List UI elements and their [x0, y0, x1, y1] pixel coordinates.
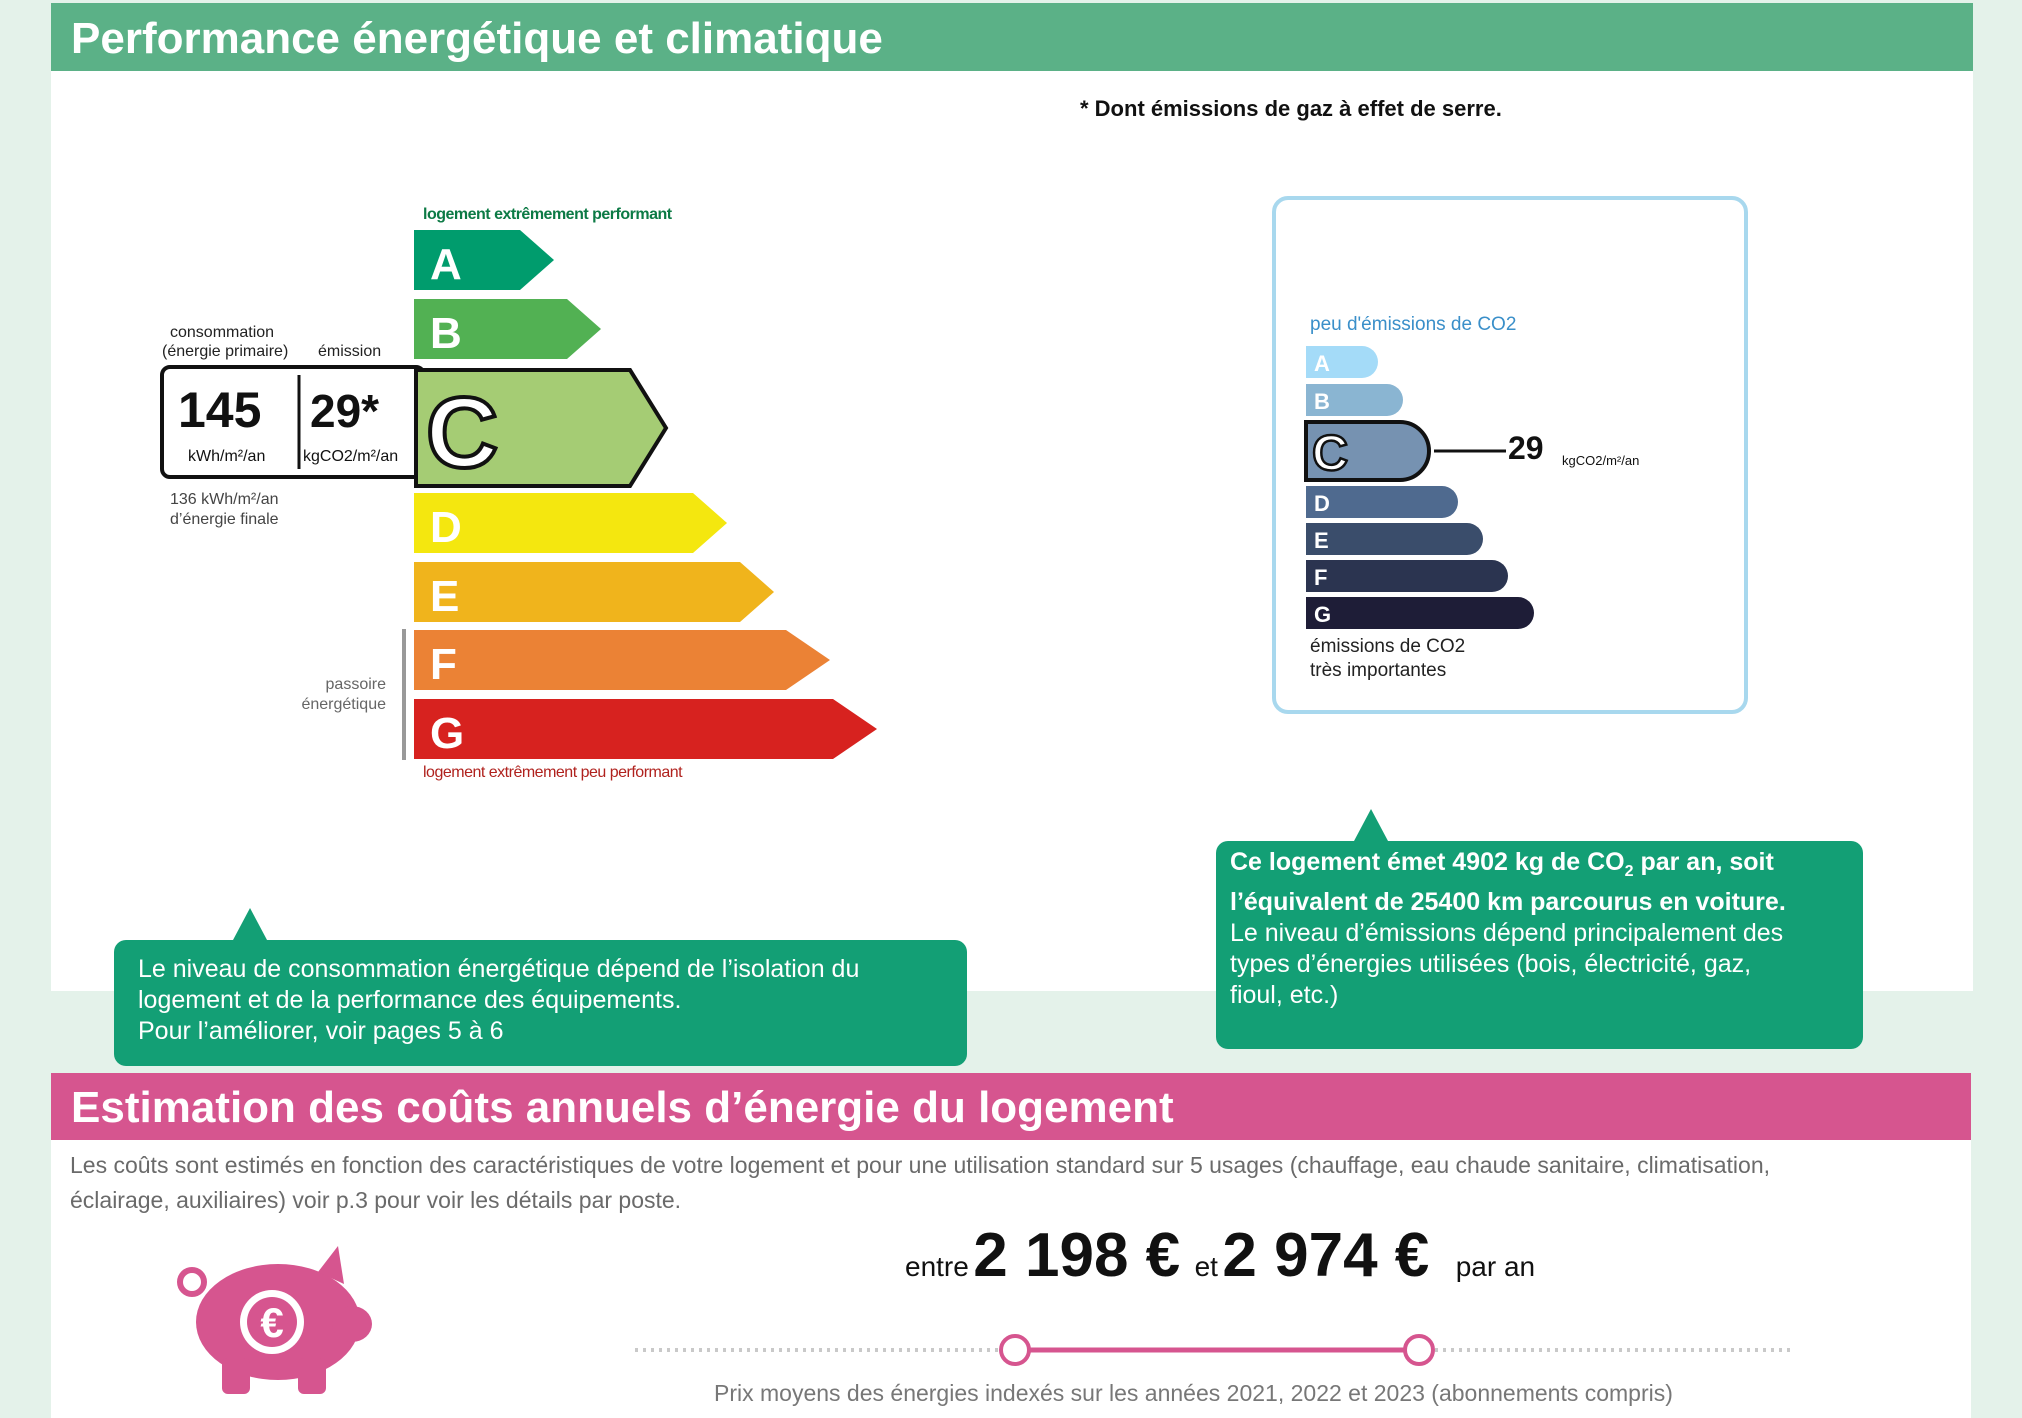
- co2-bar-d: [1306, 486, 1458, 518]
- ghg-footnote: * Dont émissions de gaz à effet de serre.: [1080, 96, 1502, 121]
- co2-bar-b-letter: B: [1314, 389, 1330, 414]
- co2-bar-g-letter: G: [1314, 602, 1332, 627]
- cost-range-scale: [630, 1330, 1800, 1370]
- passoire-label-2: énergétique: [301, 696, 386, 713]
- emission-unit: kgCO2/m²/an: [303, 448, 399, 465]
- cost-min-marker: [1001, 1336, 1029, 1364]
- section-title-costs: Estimation des coûts annuels d’énergie du logement: [51, 1073, 1971, 1140]
- bubble-right-line1: [1230, 847, 1849, 887]
- co2-bar-a-letter: A: [1314, 351, 1330, 376]
- final-energy-2: d’énergie finale: [170, 511, 279, 528]
- co2-bar-e: [1306, 523, 1483, 555]
- bubble-right-line1a: Ce logement émet 4902 kg de CO: [1230, 848, 1625, 876]
- bar-b: [414, 299, 601, 359]
- bar-e-shape: [414, 562, 774, 622]
- co2-unit: kgCO2/m²/an: [1562, 453, 1640, 468]
- co2-bottom-label-1: émissions de CO2: [1310, 636, 1466, 657]
- cost-per: par an: [1455, 1251, 1536, 1282]
- label-bottom: logement extrêmement peu performant: [423, 764, 683, 781]
- co2-bar-e-letter: E: [1314, 528, 1329, 553]
- bar-c-current: [416, 370, 666, 489]
- co2-subscript: 2: [1624, 863, 1634, 880]
- co2-value: 29: [1508, 430, 1544, 466]
- value-box: [162, 324, 424, 477]
- bubble-right-line4: types d’énergies utilisées (bois, électricité, gaz,: [1230, 950, 1752, 978]
- bar-c-letter: C: [426, 377, 499, 489]
- bubble-left-line2: logement et de la performance des équipements.: [138, 986, 682, 1014]
- emission-header: émission: [318, 343, 382, 360]
- co2-label-chart: [1300, 300, 1680, 690]
- bubble-right-line2: l’équivalent de 25400 km parcourus en voiture.: [1230, 888, 1786, 916]
- bubble-left-line3: Pour l’améliorer, voir pages 5 à 6: [138, 1017, 504, 1045]
- co2-bar-g: [1306, 597, 1534, 629]
- co2-bottom-label-2: très importantes: [1310, 660, 1447, 681]
- bar-g: [414, 699, 877, 759]
- piggy-bank-icon: [170, 1240, 390, 1400]
- bar-f-shape: [414, 630, 830, 690]
- cost-entre: entre: [905, 1251, 969, 1282]
- co2-bar-c-current: [1306, 422, 1639, 481]
- energy-label-chart: [150, 195, 900, 795]
- co2-bar-f: [1306, 560, 1508, 592]
- final-energy-1: 136 kWh/m²/an: [170, 491, 279, 508]
- bar-b-letter: B: [430, 309, 462, 358]
- cost-intro-line1: Les coûts sont estimés en fonction des caractéristiques de votre logement et pour une utilisation standard sur 5 usages (chauffage, eau chaude sanitaire, climatisation,: [70, 1152, 1771, 1178]
- bubble-right-pointer: [1354, 809, 1388, 841]
- bubble-left-line1: Le niveau de consommation énergétique dépend de l’isolation du: [138, 955, 860, 983]
- consumption-header-2: (énergie primaire): [162, 343, 289, 360]
- bar-a-letter: A: [430, 240, 462, 289]
- bar-f: [414, 630, 830, 690]
- cost-range: [905, 1220, 1535, 1291]
- cost-et: et: [1194, 1251, 1218, 1282]
- consumption-header-1: consommation: [170, 324, 275, 341]
- bar-a: [414, 230, 554, 290]
- co2-bar-c-letter: C: [1312, 425, 1349, 481]
- cost-max-marker: [1405, 1336, 1433, 1364]
- co2-bar-d-letter: D: [1314, 491, 1330, 516]
- co2-bar-a: [1306, 346, 1378, 378]
- cost-min: 2 198 €: [973, 1221, 1181, 1290]
- cost-intro: [70, 1148, 1950, 1218]
- bar-e-letter: E: [430, 572, 460, 621]
- section-title-energy: Performance énergétique et climatique: [51, 3, 1973, 71]
- bar-d: [414, 493, 727, 553]
- bar-f-letter: F: [430, 640, 457, 689]
- bubble-right-line1b: par an, soit: [1633, 848, 1774, 876]
- emission-value: 29*: [310, 385, 380, 437]
- cost-intro-line2: éclairage, auxiliaires) voir p.3 pour voir les détails par poste.: [70, 1187, 682, 1213]
- bubble-right-line5: fioul, etc.): [1230, 981, 1339, 1009]
- consumption-info-bubble: [114, 940, 967, 1066]
- bubble-right-line3: Le niveau d’émissions dépend principalement des: [1230, 919, 1784, 947]
- consumption-unit: kWh/m²/an: [188, 448, 266, 465]
- bar-g-letter: G: [430, 709, 465, 758]
- piggy-euro-symbol: €: [260, 1299, 284, 1346]
- label-top: logement extrêmement performant: [423, 206, 672, 223]
- consumption-value: 145: [178, 382, 262, 438]
- bar-d-letter: D: [430, 503, 462, 552]
- co2-top-label: peu d'émissions de CO2: [1310, 314, 1517, 335]
- bar-e: [414, 562, 774, 622]
- cost-max: 2 974 €: [1222, 1221, 1430, 1290]
- prices-note: Prix moyens des énergies indexés sur les années 2021, 2022 et 2023 (abonnements compris): [714, 1380, 1673, 1406]
- bubble-left-pointer: [233, 908, 267, 940]
- co2-bar-f-letter: F: [1314, 565, 1328, 590]
- bar-g-shape: [414, 699, 877, 759]
- passoire-label-1: passoire: [325, 676, 386, 693]
- emission-info-bubble: [1216, 841, 1863, 1049]
- co2-bar-b: [1306, 384, 1403, 416]
